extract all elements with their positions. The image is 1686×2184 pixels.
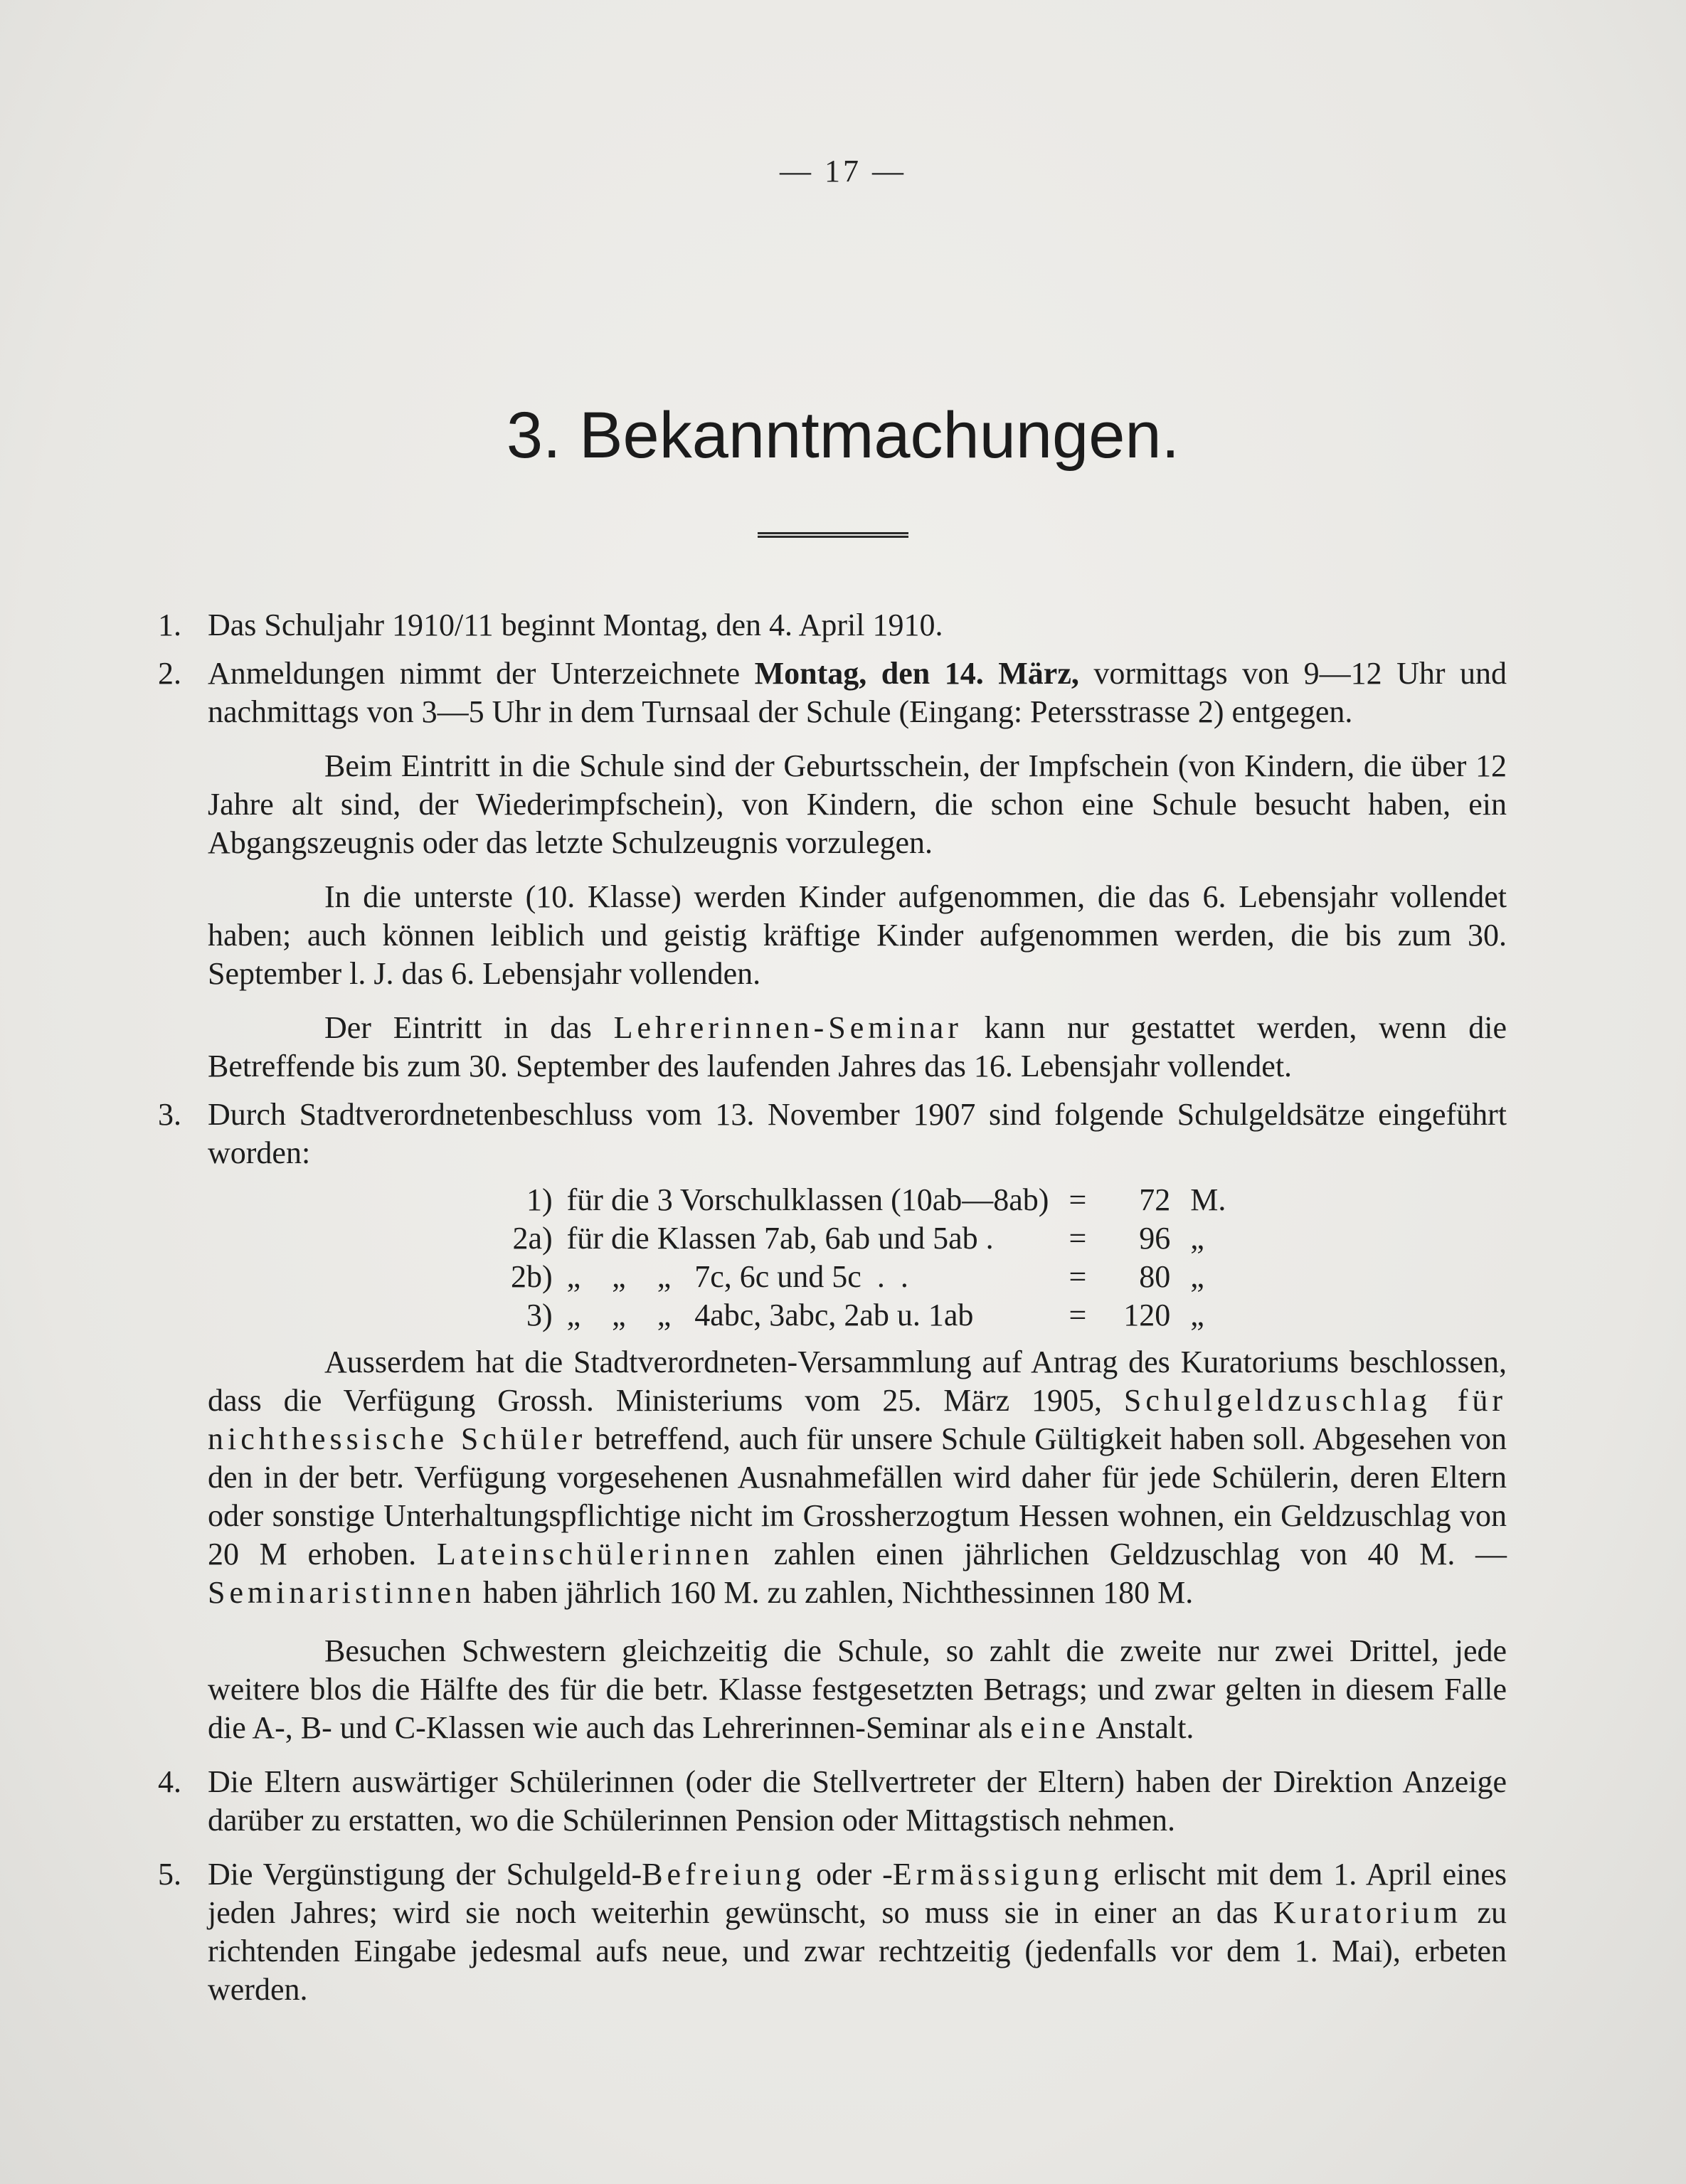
spaced-text: Lateinschülerinnen xyxy=(436,1537,754,1571)
item-paragraph: Beim Eintritt in die Schule sind der Geburtsschein, der Impfschein (von Kindern, die über 12 Jahre alt sind, der Wiederimpfschein), von Kindern, die schon eine Schule besucht haben, ein Abgangszeugnis oder das letzte Schulzeugnis vorzulegen. xyxy=(208,748,1507,860)
item-paragraph xyxy=(208,1009,1507,1086)
fee-unit: „ xyxy=(1190,1259,1204,1294)
fee-amount: 120 xyxy=(1123,1298,1171,1332)
text-run: oder - xyxy=(805,1857,893,1892)
table-row xyxy=(507,1296,1230,1335)
text-run: Anmeldungen nimmt der Unterzeichnete xyxy=(208,656,755,691)
fee-unit: M. xyxy=(1190,1182,1226,1217)
fee-equals: = xyxy=(1069,1182,1087,1217)
fee-label: 2b) xyxy=(511,1259,553,1294)
spaced-text: Schulgeldzuschlag für nichthessische Schüler xyxy=(208,1383,1507,1456)
table-row xyxy=(507,1219,1230,1258)
fee-unit: „ xyxy=(1190,1221,1204,1256)
table-row xyxy=(507,1258,1230,1296)
fee-table xyxy=(507,1181,1230,1335)
text-run: Ausserdem hat die Stadtverordneten-Versammlung auf Antrag des Kuratoriums beschlossen, dass die Verfügung Grossh. Ministeriums vom 25. März 1905, xyxy=(208,1345,1507,1418)
fee-amount: 80 xyxy=(1139,1259,1171,1294)
spaced-text: Seminaristinnen xyxy=(208,1575,475,1610)
list-item-5 xyxy=(158,1855,1507,2009)
text-run: Besuchen Schwestern gleichzeitig die Schule, so zahlt die zweite nur zwei Drittel, jede weitere blos die Hälfte des für die betr. Klasse festgesetzten Betrags; und zwar gelten in diesem Falle die A-, B- und C-Klassen wie auch das Lehrerinnen-Seminar als xyxy=(208,1633,1507,1745)
spaced-text: Ermässigung xyxy=(892,1857,1103,1892)
text-run: haben jährlich 160 M. zu zahlen, Nichthessinnen 180 M. xyxy=(474,1575,1194,1610)
item-number: 3. xyxy=(158,1097,181,1132)
fee-amount: 72 xyxy=(1139,1182,1171,1217)
text-run: erlischt mit dem 1. April eines jeden Jahres; wird sie noch weiterhin gewünscht, so muss sie in einer an das xyxy=(208,1857,1507,1930)
fee-label: 2a) xyxy=(512,1221,553,1256)
fee-equals: = xyxy=(1069,1221,1087,1256)
spaced-text: Befreiung xyxy=(642,1857,806,1892)
item-number: 1. xyxy=(158,608,181,642)
fee-label: 1) xyxy=(526,1182,553,1217)
fee-description: „ „ „ 4abc, 3abc, 2ab u. 1ab xyxy=(566,1298,974,1332)
item-paragraph xyxy=(208,1343,1507,1612)
list-item-1 xyxy=(158,606,1507,645)
fee-label: 3) xyxy=(526,1298,553,1332)
emphasis-date: Montag, den 14. März, xyxy=(754,656,1079,691)
item-paragraph: Durch Stadtverordnetenbeschluss vom 13. November 1907 sind folgende Schulgeldsätze eingeführt worden: xyxy=(208,1097,1507,1170)
list-item-2 xyxy=(158,654,1507,1086)
text-run: zahlen einen jährlichen Geldzuschlag von 40 M. — xyxy=(753,1537,1507,1571)
title-divider xyxy=(758,532,908,538)
fee-equals: = xyxy=(1069,1259,1087,1294)
text-run: vormittags von 9—12 Uhr und nachmittags von 3—5 Uhr in dem Turnsaal der Schule (Eingang: Petersstrasse 2) entgegen. xyxy=(208,656,1507,729)
item-number: 5. xyxy=(158,1857,181,1892)
spaced-text: Kuratorium xyxy=(1273,1895,1463,1930)
text-run: zu richtenden Eingabe jedesmal aufs neue, und zwar rechtzeitig (jedenfalls vor dem 1. Mai), erbeten werden. xyxy=(208,1895,1507,2007)
item-paragraph xyxy=(208,1632,1507,1747)
item-number: 4. xyxy=(158,1764,181,1799)
page-title: 3. Bekanntmachungen. xyxy=(506,399,1180,472)
page-number: — 17 — xyxy=(780,154,906,189)
list-item-4 xyxy=(158,1763,1507,1840)
announcements-list xyxy=(158,606,1507,2009)
table-row xyxy=(507,1181,1230,1219)
spaced-text: eine xyxy=(1020,1710,1090,1745)
spaced-text: Lehrerinnen-Seminar xyxy=(613,1010,963,1045)
fee-description: für die 3 Vorschulklassen (10ab—8ab) xyxy=(566,1182,1049,1217)
item-paragraph xyxy=(208,654,1507,731)
fee-equals: = xyxy=(1069,1298,1087,1332)
item-number: 2. xyxy=(158,656,181,691)
item-text: Die Eltern auswärtiger Schülerinnen (oder die Stellvertreter der Eltern) haben der Direktion Anzeige darüber zu erstatten, wo die Schülerinnen Pension oder Mittagstisch nehmen. xyxy=(208,1764,1507,1838)
fee-unit: „ xyxy=(1190,1298,1204,1332)
item-paragraph xyxy=(208,1855,1507,2009)
text-run: Anstalt. xyxy=(1089,1710,1194,1745)
fee-description: „ „ „ 7c, 6c und 5c . . xyxy=(566,1259,908,1294)
text-run: Der Eintritt in das xyxy=(324,1010,614,1045)
item-paragraph: In die unterste (10. Klasse) werden Kinder aufgenommen, die das 6. Lebensjahr vollendet haben; auch können leiblich und geistig kräftige Kinder aufgenommen werden, die bis zum 30. September l. J. das 6. Lebensjahr vollenden. xyxy=(208,879,1507,991)
list-item-3 xyxy=(158,1096,1507,1747)
item-text: Das Schuljahr 1910/11 beginnt Montag, den 4. April 1910. xyxy=(208,608,943,642)
text-run: Die Vergünstigung der Schulgeld- xyxy=(208,1857,642,1892)
fee-description: für die Klassen 7ab, 6ab und 5ab . xyxy=(566,1221,994,1256)
text-run: kann nur gestattet werden, wenn die Betreffende bis zum 30. September des laufenden Jahres das 16. Lebensjahr vollendet. xyxy=(208,1010,1507,1083)
text-run: betreffend, auch für unsere Schule Gültigkeit haben soll. Abgesehen von den in der betr. Verfügung vorgesehenen Ausnahmefällen wird daher für jede Schülerin, deren Eltern oder sonstige Unterhaltungspflichtige nicht im Grossherzogtum Hessen wohnen, ein Geldzuschlag von 20 M erhoben. xyxy=(208,1421,1507,1571)
fee-amount: 96 xyxy=(1139,1221,1171,1256)
